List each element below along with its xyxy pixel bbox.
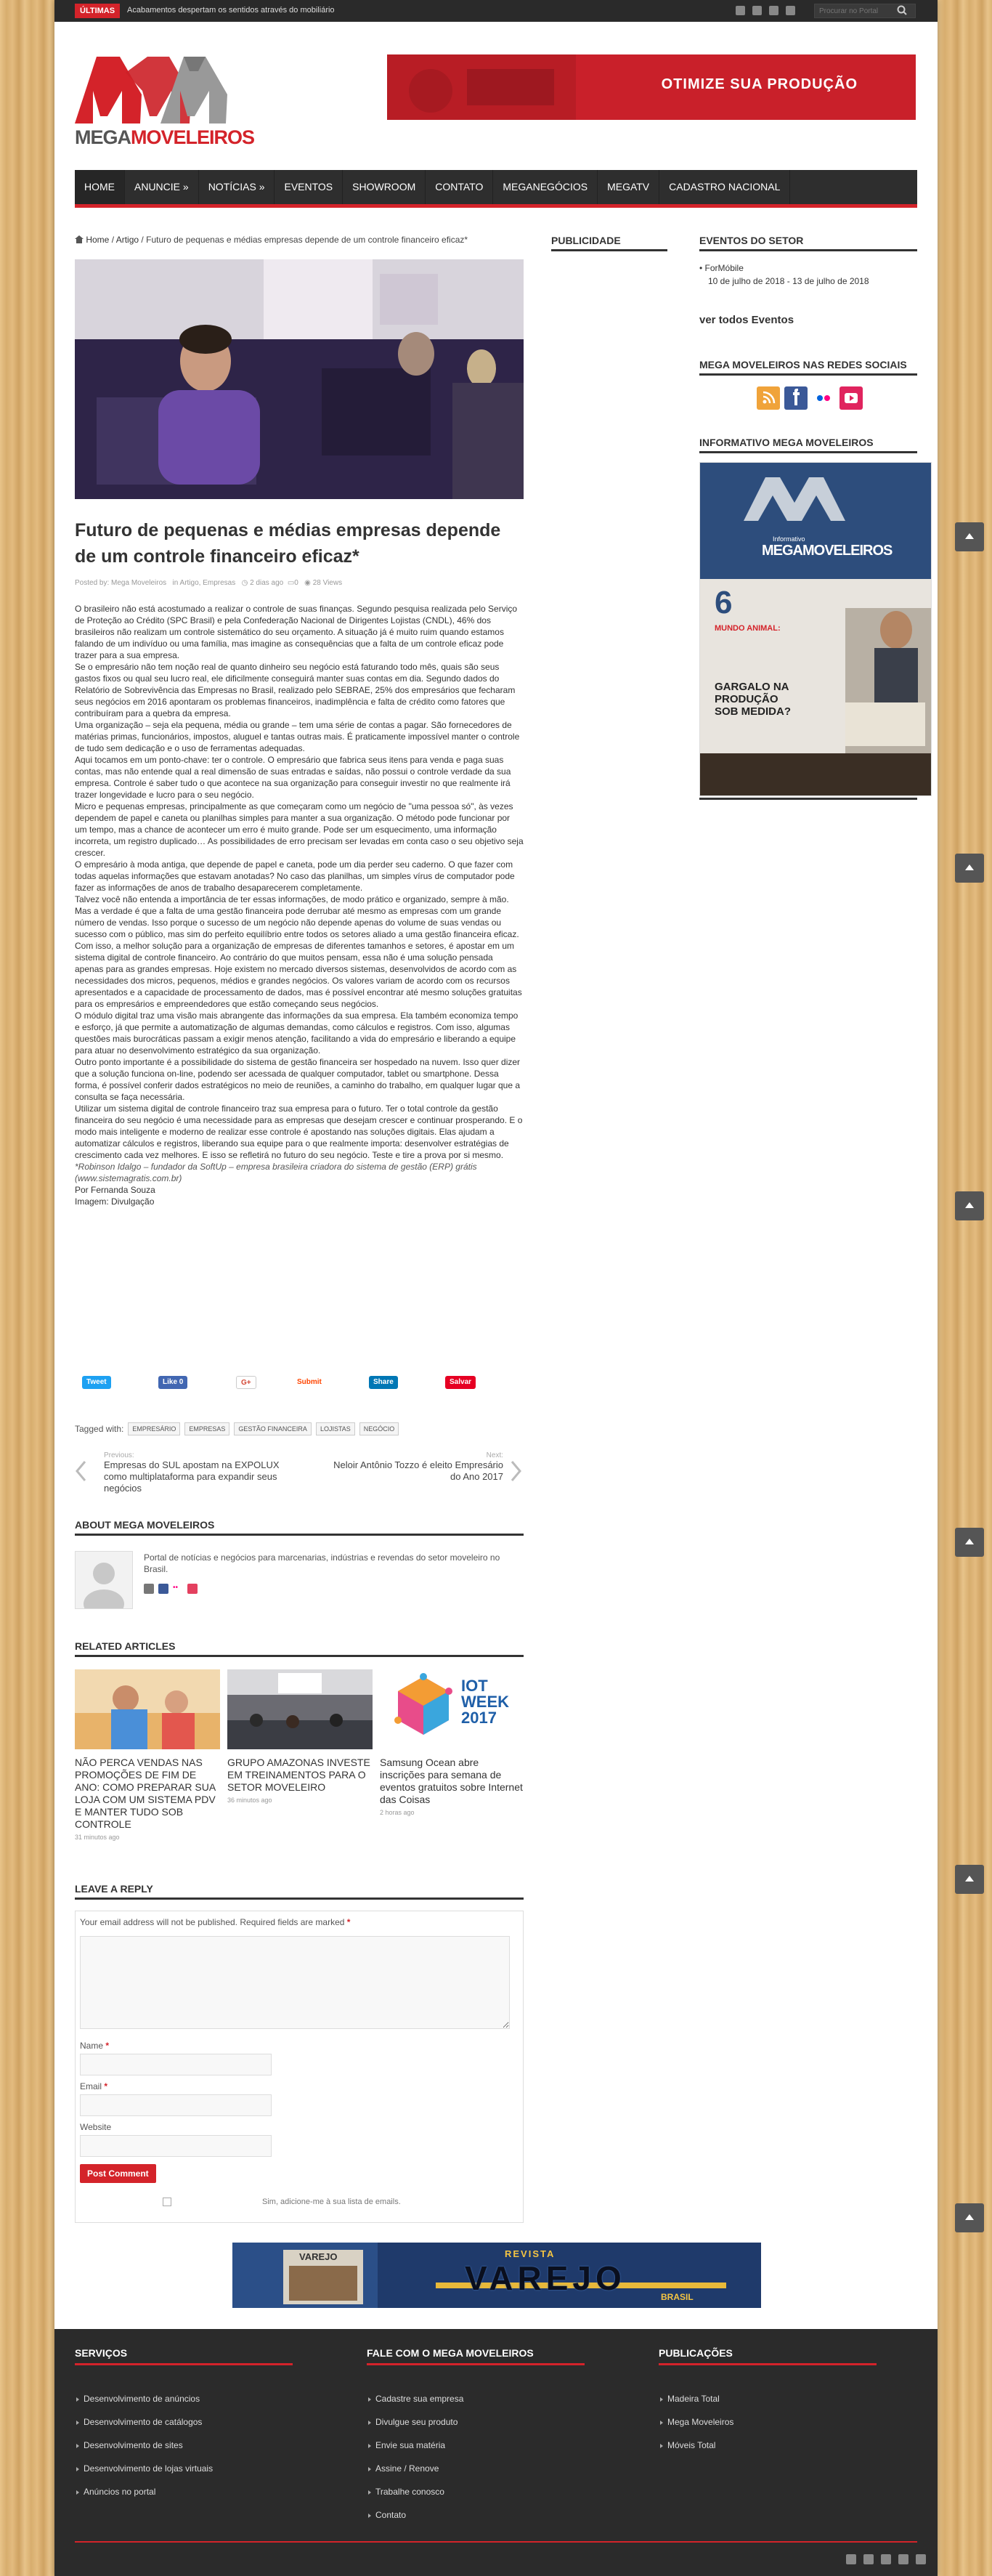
- nav-home[interactable]: HOME: [75, 170, 125, 204]
- facebook-icon[interactable]: [752, 6, 762, 15]
- breadcrumb-home[interactable]: Home: [86, 235, 110, 245]
- related-article-image: [380, 1669, 525, 1749]
- post-paragraph: O empresário à moda antiga, que depende de papel e caneta, pode um dia perder seu caderno. O que fazer com todas aquelas informações que estavam anotadas? No caso das planilhas, um simples vírus de computador pode fazer as informações de anos de trabalho desaparecerem completamente.: [75, 859, 515, 893]
- post-body: [75, 603, 524, 1207]
- website-input[interactable]: [80, 2135, 272, 2157]
- clock-icon: ◷: [241, 579, 248, 587]
- flickr-icon[interactable]: [881, 2554, 891, 2564]
- breadcrumb-separator: /: [141, 235, 144, 245]
- post-paragraph: Utilizar um sistema digital de controle financeiro traz sua empresa para o futuro. Ter o total controle da gestão financeira do seu negócio é uma necessidade para as empresas que desejam crescer e continuar prosperando. E o modo mais inteligente e moderno de realizar esse controle é apostando nas soluções digitais. Elas ajudam a automatizar cálculos e registros, liberando sua equipe para o que realmente importa: desenvolver estratégias de crescimento cada vez melhores. E isso se refletirá no futuro do seu negócio. Teste e tire a prova por si mesmo.: [75, 1103, 523, 1160]
- nav-meganegocios[interactable]: MEGANEGÓCIOS: [493, 170, 598, 204]
- about-text: Portal de notícias e negócios para marcenarias, indústrias e revendas do setor moveleiro no Brasil.: [144, 1552, 500, 1574]
- previous-post-link[interactable]: [104, 1451, 293, 1494]
- magazine-line1: MUNDO ANIMAL:: [715, 624, 781, 633]
- previous-title: Empresas do SUL apostam na EXPOLUX como multiplataforma para expandir seus negócios: [104, 1459, 280, 1494]
- footer-link[interactable]: Anúncios no portal: [75, 2480, 213, 2503]
- related-heading: RELATED ARTICLES: [75, 1640, 524, 1657]
- related-article-time: 31 minutos ago: [75, 1834, 120, 1841]
- footer-link[interactable]: Desenvolvimento de lojas virtuais: [75, 2457, 213, 2480]
- footer-link[interactable]: Trabalhe conosco: [367, 2480, 463, 2503]
- comment-textarea[interactable]: [80, 1936, 510, 2029]
- tag-link[interactable]: EMPRESÁRIO: [128, 1422, 180, 1435]
- post-views: 28 Views: [312, 579, 343, 587]
- tag-link[interactable]: EMPRESAS: [184, 1422, 229, 1435]
- magazine-number: 6: [715, 585, 733, 620]
- twitter-icon[interactable]: [898, 2554, 908, 2564]
- post-paragraph: Outro ponto importante é a possibilidade do sistema de gestão financeira ser hospedado na nuvem. Isso quer dizer que a solução funciona on-line, podendo ser acessada de qualquer computador, tablet ou smartphone. Dessa forma, é possível conferir dados estratégicos no meio de reuniões, a caminho do trabalho, em qualquer lugar que a consulta se faça necessária.: [75, 1057, 521, 1102]
- flickr-icon[interactable]: [769, 6, 778, 15]
- youtube-icon[interactable]: [916, 2554, 926, 2564]
- main-nav: [75, 170, 917, 208]
- top-bar: [54, 0, 938, 22]
- post-meta: [75, 579, 342, 587]
- post-paragraph: Talvez você não entenda a importância de ter essas informações, de modo prático e organizado, sempre à mão. Mas a verdade é que a falta de uma gestão financeira pode derrubar até mesmo as empresas com um grande número de vendas. Isso porque o sucesso de um negócio não depende apenas do volume de suas vendas ou sucesso com o público, mas sim do perfeito equilíbrio entre todos os setores aliado a uma gestão financeira eficaz.: [75, 894, 519, 939]
- year-text: 2017: [461, 1709, 497, 1727]
- breadcrumb-separator: /: [111, 235, 115, 245]
- store-sign: VAREJO: [299, 2251, 338, 2262]
- previous-label: Previous:: [104, 1451, 134, 1459]
- form-note-text: Your email address will not be published. Required fields are marked: [80, 1917, 345, 1927]
- post-title: Futuro de pequenas e médias empresas depende de um controle financeiro eficaz*: [75, 520, 501, 567]
- about-heading: ABOUT MEGA MOVELEIROS: [75, 1519, 524, 1536]
- next-post-link[interactable]: [322, 1451, 503, 1483]
- eye-icon: ◉: [304, 579, 311, 587]
- bottom-ad-banner[interactable]: [232, 2243, 761, 2308]
- chevron-left-icon[interactable]: [75, 1460, 86, 1482]
- rss-icon[interactable]: [846, 2554, 856, 2564]
- post-date: 2 dias ago: [250, 579, 284, 587]
- event-name[interactable]: ForMóbile: [704, 263, 744, 273]
- gplus-button[interactable]: G+: [236, 1376, 256, 1389]
- nav-anuncie[interactable]: ANUNCIE »: [125, 170, 199, 204]
- event-dates: 10 de julho de 2018 - 13 de julho de 2018: [708, 276, 869, 286]
- post-paragraph: O módulo digital traz uma visão mais abrangente das informações da sua empresa. Ela também economiza tempo e esforço, já que permite a automatização de algumas demandas, como cálculos e registros. Com isso, algumas questões mais burocráticas passam a exigir menos atenção, facilitando a vida do empresário e liberando a equipe para atuar no desenvolvimento estratégico da sua organização.: [75, 1010, 519, 1056]
- subscribe-label: Sim, adicione-me à sua lista de emails.: [262, 2198, 401, 2206]
- flickr-icon[interactable]: [812, 386, 835, 410]
- related-article-title[interactable]: Samsung Ocean abre inscrições para semana de eventos gratuitos sobre Internet das Coisas: [380, 1757, 523, 1805]
- footer-link[interactable]: Assine / Renove: [367, 2457, 463, 2480]
- logo-wordmark: [75, 126, 254, 149]
- facebook-icon[interactable]: [863, 2554, 874, 2564]
- required-mark: *: [346, 1917, 351, 1927]
- breadcrumb: [75, 235, 468, 245]
- post-image-credit: Imagem: Divulgação: [75, 1196, 155, 1207]
- name-label: [80, 2041, 109, 2051]
- tweet-button[interactable]: Tweet: [82, 1376, 111, 1389]
- post-featured-image: [75, 259, 524, 499]
- comment-form: [75, 1911, 524, 2223]
- logo-word-moveleiros: MOVELEIROS: [131, 126, 255, 148]
- post-byline: Por Fernanda Souza: [75, 1185, 155, 1195]
- required-mark: *: [105, 2041, 110, 2051]
- footer-contact-heading: FALE COM O MEGA MOVELEIROS: [367, 2347, 585, 2365]
- youtube-icon[interactable]: [786, 6, 795, 15]
- name-input[interactable]: [80, 2054, 272, 2075]
- news-ticker-link[interactable]: Acabamentos despertam os sentidos através do mobiliário: [127, 6, 335, 15]
- facebook-like-button[interactable]: Like 0: [158, 1376, 187, 1389]
- home-icon: [75, 235, 84, 243]
- footer-contact-list: [367, 2387, 463, 2527]
- related-article-title[interactable]: NÃO PERCA VENDAS NAS PROMOÇÕES DE FIM DE ANO: COMO PREPARAR SUA LOJA COM UM SISTEMA PDV E MANTER TUDO SOB CONTROLE: [75, 1757, 216, 1830]
- post-tags: [75, 1420, 399, 1438]
- event-list: [699, 262, 869, 288]
- magazine-small-label: Informativo: [773, 535, 805, 543]
- footer-link[interactable]: Contato: [367, 2503, 463, 2527]
- flickr-icon[interactable]: ••: [173, 1584, 183, 1594]
- footer-publications-heading: PUBLICAÇÕES: [659, 2347, 877, 2365]
- next-title: Neloir Antônio Tozzo é eleito Empresário do Ano 2017: [333, 1459, 503, 1482]
- nav-showroom[interactable]: SHOWROOM: [343, 170, 426, 204]
- rss-icon[interactable]: [736, 6, 745, 15]
- footer-social-icons: [846, 2554, 926, 2564]
- post-paragraph: Aqui tocamos em um ponto-chave: ter o controle. O empresário que fabrica seus itens para venda e paga suas contas, mas não entende qual a real dimensão de suas entradas e saídas, não possui o controle verdade da sua empresa. Controle é saber tudo o que acontece na sua organização para conseguir investir no que realmente irá trazer longevidade e lucro para o seu negócio.: [75, 755, 511, 800]
- social-icons: [757, 386, 863, 410]
- required-mark: *: [104, 2081, 108, 2091]
- event-item[interactable]: • ForMóbile: [699, 263, 744, 273]
- subscribe-checkbox[interactable]: [163, 2198, 171, 2206]
- related-article-time: 2 horas ago: [380, 1809, 415, 1816]
- about-social-icons: [144, 1584, 198, 1594]
- scroll-top-button[interactable]: [955, 1191, 984, 1220]
- topbar-social-icons: [736, 4, 795, 17]
- post-author[interactable]: Posted by: Mega Moveleiros: [75, 579, 167, 587]
- post-paragraph: Se o empresário não tem noção real de quanto dinheiro seu negócio está faturando todo mês, quais são seus gastos fixos ou qual seu lucro real, ele dificilmente conseguirá manter suas contas em dia. Segundo dados do Relatório de Sobrevivência das Empresas no Brasil, realizado pelo SEBRAE, 25% dos empresários que fecharam seus negócios em 2016 apontaram os problemas financeiros, inadimplência e falta de crédito como fatores que contribuíram para a quebra da empresa.: [75, 662, 516, 718]
- breadcrumb-artigo[interactable]: Artigo: [115, 235, 139, 245]
- post-paragraph: O brasileiro não está acostumado a realizar o controle de suas finanças. Segundo pesquisa realizada pelo Serviço de Proteção ao Crédito (SPC Brasil) e pela Confederação Nacional de Dirigentes Lojistas (CNDL), 46% dos brasileiros não realizam um controle sistemático do seu orçamento. A situação já é muito ruim quando estamos falando de um indivíduo ou uma família, mas imagine as consequências que a falta de um controle eficaz pode trazer para a sua empresa.: [75, 604, 518, 660]
- footer-link[interactable]: Madeira Total: [659, 2387, 733, 2410]
- footer-link[interactable]: Desenvolvimento de sites: [75, 2434, 213, 2457]
- magazine-heading: INFORMATIVO MEGA MOVELEIROS: [699, 437, 917, 453]
- home-icon[interactable]: [144, 1584, 154, 1594]
- post-footnote: *Robinson Idalgo – fundador da SoftUp – empresa brasileira criadora do sistema de gestão (ERP) grátis (www.sistemagratis.com.br): [75, 1162, 477, 1183]
- magazine-line2: GARGALO NA PRODUÇÃO SOB MEDIDA?: [715, 681, 791, 718]
- name-label-text: Name: [80, 2041, 104, 2051]
- footer-link[interactable]: Cadastre sua empresa: [367, 2387, 463, 2410]
- chevron-right-icon[interactable]: [511, 1460, 522, 1482]
- all-events-link[interactable]: ver todos Eventos: [699, 314, 794, 326]
- nav-megatv[interactable]: MEGATV: [598, 170, 659, 204]
- site-logo[interactable]: [75, 51, 256, 153]
- email-label: [80, 2081, 107, 2091]
- varejo-title: VAREJO: [465, 2259, 626, 2297]
- tag-link[interactable]: GESTÃO FINANCEIRA: [234, 1422, 312, 1435]
- breaking-news-label: ÚLTIMAS: [75, 4, 120, 18]
- scroll-top-button[interactable]: [955, 1865, 984, 1894]
- email-label-text: Email: [80, 2081, 102, 2091]
- footer-link[interactable]: Móveis Total: [659, 2434, 733, 2457]
- post-paragraph: Micro e pequenas empresas, principalmente as que começaram como um negócio de "uma pessoa só", às vezes dependem de papel e caneta ou planilhas simples para manter a sua organização. O método pode funcionar por um tempo, mas a chance de acontecer um erro é muito grande. Pode ser um esquecimento, uma informação incorreta, um registro duplicado… As possibilidades de erro precisam ser levadas em conta caso o seu objetivo seja crescer.: [75, 801, 524, 858]
- tag-link[interactable]: NEGÓCIO: [359, 1422, 399, 1435]
- pinterest-save-button[interactable]: Salvar: [445, 1376, 476, 1389]
- post-comments[interactable]: 0: [294, 579, 298, 587]
- tag-link[interactable]: LOJISTAS: [316, 1422, 355, 1435]
- events-heading: EVENTOS DO SETOR: [699, 235, 917, 251]
- author-avatar: [75, 1551, 133, 1609]
- social-heading: MEGA MOVELEIROS NAS REDES SOCIAIS: [699, 359, 917, 376]
- search-icon[interactable]: [897, 5, 907, 15]
- website-label: Website: [80, 2122, 112, 2132]
- related-article-image: [75, 1669, 220, 1749]
- revista-label: REVISTA: [505, 2248, 556, 2259]
- iot-text: IOT: [461, 1677, 488, 1695]
- scroll-top-button[interactable]: [955, 2203, 984, 2232]
- nav-contato[interactable]: CONTATO: [426, 170, 493, 204]
- logo-mark: [75, 51, 256, 126]
- sidebar-divider: [699, 798, 917, 800]
- post-comment-button[interactable]: Post Comment: [80, 2164, 156, 2183]
- footer-link[interactable]: Desenvolvimento de catálogos: [75, 2410, 213, 2434]
- logo-word-mega: MEGA: [75, 126, 131, 148]
- footer-link[interactable]: Mega Moveleiros: [659, 2410, 733, 2434]
- related-article[interactable]: [75, 1669, 220, 1841]
- header-ad-banner[interactable]: [387, 54, 916, 120]
- footer-divider: [75, 2541, 917, 2543]
- related-article[interactable]: [380, 1669, 525, 1816]
- youtube-icon[interactable]: [839, 386, 863, 410]
- footer-link[interactable]: Envie sua matéria: [367, 2434, 463, 2457]
- related-article-image: [227, 1669, 373, 1749]
- brasil-label: BRASIL: [661, 2292, 694, 2302]
- reply-heading: LEAVE A REPLY: [75, 1883, 524, 1900]
- page-container: [54, 0, 938, 2576]
- nav-noticias[interactable]: NOTÍCIAS »: [199, 170, 275, 204]
- rss-icon[interactable]: [757, 386, 780, 410]
- facebook-icon[interactable]: [784, 386, 808, 410]
- tags-label: Tagged with:: [75, 1424, 124, 1434]
- reddit-submit-button[interactable]: Submit: [293, 1376, 326, 1389]
- footer: [54, 2329, 938, 2576]
- linkedin-share-button[interactable]: Share: [369, 1376, 398, 1389]
- publicidade-heading: PUBLICIDADE: [551, 235, 667, 251]
- post-paragraph: Com isso, a melhor solução para a organização de empresas de diferentes tamanhos e setores, é apostar em um sistema digital de controle financeiro. Ao contrário do que muitos pensam, essa não é uma solução pensada apenas para as grandes empresas. Hoje existem no mercado diversos sistemas, desenvolvidos de acordo com as necessidades dos micros, pequenos, médios e grandes negócios. Os valores variam de acordo com os recursos apresentados e a capacidade de processamento de dados, mas é possível encontrar até mesmo soluções gratuitas para os empresários e empreendedores que estão começando seus negócios.: [75, 941, 522, 1009]
- related-article-title[interactable]: GRUPO AMAZONAS INVESTE EM TREINAMENTOS PARA O SETOR MOVELEIRO: [227, 1757, 370, 1793]
- scroll-top-button[interactable]: [955, 1528, 984, 1557]
- footer-services-heading: SERVIÇOS: [75, 2347, 293, 2365]
- facebook-icon[interactable]: [158, 1584, 168, 1594]
- footer-publications-list: [659, 2387, 733, 2457]
- form-note: [80, 1917, 350, 1927]
- nav-cadastro-nacional[interactable]: CADASTRO NACIONAL: [659, 170, 790, 204]
- magazine-title: MEGAMOVELEIROS: [762, 543, 893, 559]
- post-paragraph: Uma organização – seja ela pequena, média ou grande – tem uma série de contas a pagar. São fornecedores de matérias primas, funcionários, impostos, aluguel e tantas outras mais. É praticamente impossível manter o controle de tudo sem dedicação e o uso de ferramentas adequadas.: [75, 720, 520, 753]
- email-input[interactable]: [80, 2094, 272, 2116]
- footer-link[interactable]: Divulgue seu produto: [367, 2410, 463, 2434]
- footer-link[interactable]: Desenvolvimento de anúncios: [75, 2387, 213, 2410]
- scroll-top-button[interactable]: [955, 522, 984, 551]
- related-article-time: 36 minutos ago: [227, 1797, 272, 1804]
- youtube-icon[interactable]: [187, 1584, 198, 1594]
- scroll-top-button[interactable]: [955, 854, 984, 883]
- week-text: WEEK: [461, 1693, 509, 1711]
- footer-services-list: [75, 2387, 213, 2503]
- share-bar: [75, 1374, 524, 1392]
- post-navigation: [75, 1451, 524, 1502]
- next-label: Next:: [486, 1451, 503, 1459]
- magazine-cover[interactable]: [699, 462, 932, 796]
- related-article[interactable]: [227, 1669, 373, 1804]
- breadcrumb-current: Futuro de pequenas e médias empresas depende de um controle financeiro eficaz*: [146, 235, 468, 245]
- comment-icon: ▭: [287, 579, 295, 587]
- banner-text: OTIMIZE SUA PRODUÇÃO: [661, 76, 858, 92]
- nav-eventos[interactable]: EVENTOS: [275, 170, 343, 204]
- post-categories[interactable]: in Artigo, Empresas: [172, 579, 236, 587]
